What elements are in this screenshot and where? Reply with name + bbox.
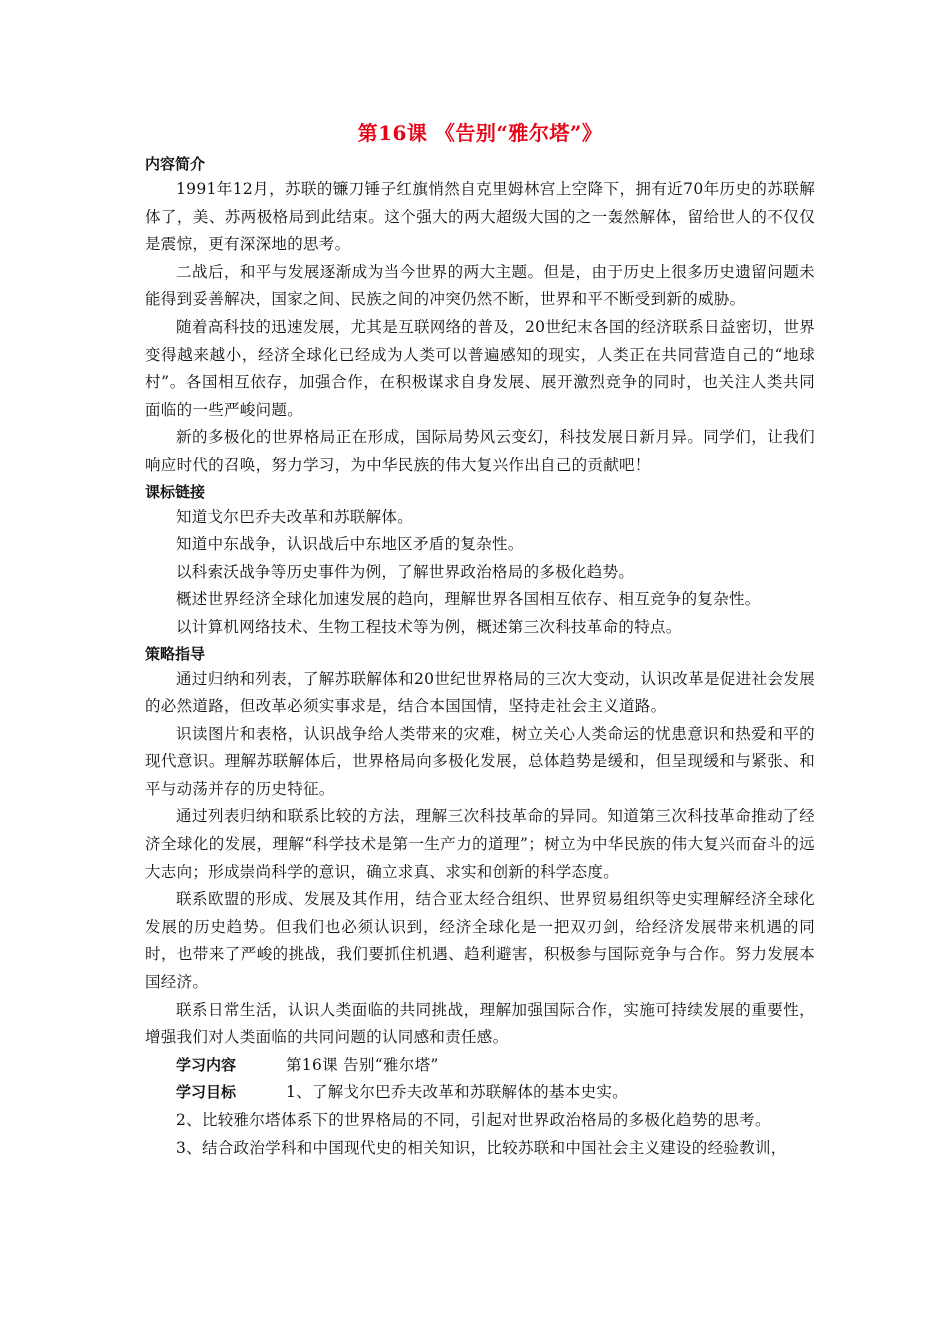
standards-item: 概述世界经济全球化加速发展的趋向，理解世界各国相互依存、相互竞争的复杂性。 [176, 590, 761, 609]
study-content-row [145, 1052, 815, 1080]
study-section [145, 1052, 815, 1162]
strategy-paragraph: 联系欧盟的形成、发展及其作用，结合亚太经合组织、世界贸易组织等史实理解经济全球化发展的历史趋势。但我们也必须认识到，经济全球化是一把双刃剑，给经济发展带来机遇的同时，也带来了严峻的挑战，我们要抓住机遇、趋利避害，积极参与国际竞争与合作。努力发展本国经济。 [145, 890, 815, 992]
lesson-title: 第16课 《告别“雅尔塔”》 [357, 121, 603, 145]
study-goals-label: 学习目标 [176, 1083, 237, 1102]
intro-heading: 内容简介 [145, 155, 206, 173]
study-goal-item: 1、了解戈尔巴乔夫改革和苏联解体的基本史实。 [286, 1083, 628, 1102]
strategy-section [145, 642, 815, 1052]
intro-section [145, 152, 815, 480]
standards-item: 以科索沃战争等历史事件为例，了解世界政治格局的多极化趋势。 [176, 562, 635, 581]
intro-paragraph: 二战后，和平与发展逐渐成为当今世界的两大主题。但是，由于历史上很多历史遗留问题未能得到妥善解决，国家之间、民族之间的冲突仍然不断，世界和平不断受到新的威胁。 [145, 262, 815, 309]
standards-item: 知道戈尔巴乔夫改革和苏联解体。 [176, 507, 414, 526]
intro-paragraph: 新的多极化的世界格局正在形成，国际局势风云变幻，科技发展日新月异。同学们，让我们响应时代的召唤，努力学习，为中华民族的伟大复兴作出自己的贡献吧！ [145, 428, 815, 474]
study-content-value: 第16课 告别“雅尔塔” [286, 1055, 439, 1074]
standards-section [145, 480, 815, 642]
strategy-paragraph: 识读图片和表格，认识战争给人类带来的灾难，树立关心人类命运的忧患意识和热爱和平的现代意识。理解苏联解体后，世界格局向多极化发展，总体趋势是缓和，但呈现缓和与紧张、和平与动荡并存的历史特征。 [145, 724, 815, 798]
intro-paragraph: 随着高科技的迅速发展，尤其是互联网络的普及，20世纪末各国的经济联系日益密切，世界变得越来越小，经济全球化已经成为人类可以普遍感知的现实，人类正在共同营造自己的“地球村”。各国相互依存，加强合作，在积极谋求自身发展、展开激烈竞争的同时，也关注人类共同面临的一些严峻问题。 [145, 317, 815, 419]
study-goals-row [145, 1079, 815, 1107]
standards-item: 以计算机网络技术、生物工程技术等为例，概述第三次科技革命的特点。 [176, 617, 682, 636]
strategy-paragraph: 通过归纳和列表，了解苏联解体和20世纪世界格局的三次大变动，认识改革是促进社会发展的必然道路，但改革必须实事求是，结合本国国情，坚持走社会主义道路。 [145, 669, 815, 716]
study-goal-item: 3、结合政治学科和中国现代史的相关知识，比较苏联和中国社会主义建设的经验教训， [176, 1138, 787, 1157]
strategy-paragraph: 联系日常生活，认识人类面临的共同挑战，理解加强国际合作，实施可持续发展的重要性，增强我们对人类面临的共同问题的认同感和责任感。 [145, 1000, 815, 1047]
study-content-label: 学习内容 [176, 1055, 237, 1074]
document-page [145, 118, 815, 1162]
standards-item: 知道中东战争，认识战后中东地区矛盾的复杂性。 [176, 535, 524, 554]
strategy-paragraph: 通过列表归纳和联系比较的方法，理解三次科技革命的异同。知道第三次科技革命推动了经济全球化的发展，理解“科学技术是第一生产力的道理”；树立为中华民族的伟大复兴而奋斗的远大志向；形成崇尚科学的意识，确立求真、求实和创新的科学态度。 [145, 807, 815, 881]
standards-heading: 课标链接 [145, 482, 206, 501]
strategy-heading: 策略指导 [145, 644, 206, 663]
study-goal-item: 2、比较雅尔塔体系下的世界格局的不同，引起对世界政治格局的多极化趋势的思考。 [176, 1111, 771, 1129]
intro-paragraph: 1991年12月，苏联的镰刀锤子红旗悄然自克里姆林宫上空降下，拥有近70年历史的苏联解体了，美、苏两极格局到此结束。这个强大的两大超级大国的之一轰然解体，留给世人的不仅仅是震惊，更有深深地的思考。 [145, 180, 815, 254]
